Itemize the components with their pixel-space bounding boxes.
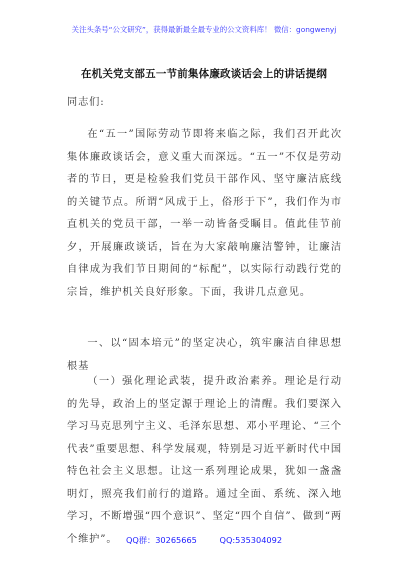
footer: [0, 535, 408, 546]
footer-qq: QQ:535304092: [219, 535, 283, 545]
paragraph-1: 在“五一”国际劳动节即将来临之际，我们召开此次集体廉政谈话会，意义重大而深远。“五一”不仅是劳动者的节日，更是检验我们党员干部作风、坚守廉洁底线的关键节点。所谓“风成于上，俗形于下”，我们作为市直机关的党员干部，一举一动皆备受瞩目。值此佳节前夕，开展廉政谈话，旨在为大家敲响廉洁警钟，让廉洁自律成为我们节日期间的“标配”，以实际行动践行党的宗旨，维护机关良好形象。下面，我讲几点意见。: [67, 129, 342, 298]
document-title: 在机关党支部五一节前集体廉政谈话会上的讲话提纲: [80, 68, 328, 80]
footer-qq-group: QQ群：30265665: [125, 535, 197, 545]
section-heading-1: 一、以“固本培元”的坚定决心，筑牢廉洁自律思想根基: [67, 338, 342, 372]
header-banner: 关注头条号“公文研究”，获得最新最全最专业的公文资料库！ 微信：gongwenyj: [71, 25, 337, 34]
paragraph-2: （一）强化理论武装，提升政治素养。理论是行动的先导，政治上的坚定源于理论上的清醒。我们要深入学习马克思列宁主义、毛泽东思想、邓小平理论、“三个代表”重要思想、科学发展观，特别是习近平新时代中国特色社会主义思想。让这一系列理论成果，犹如一盏盏明灯，照亮我们前行的道路。通过全面、系统、深入地学习，不断增强“四个意识”、坚定“四个自信”、做到“两个维护”。: [67, 376, 342, 545]
salutation: 同志们:: [67, 97, 105, 108]
